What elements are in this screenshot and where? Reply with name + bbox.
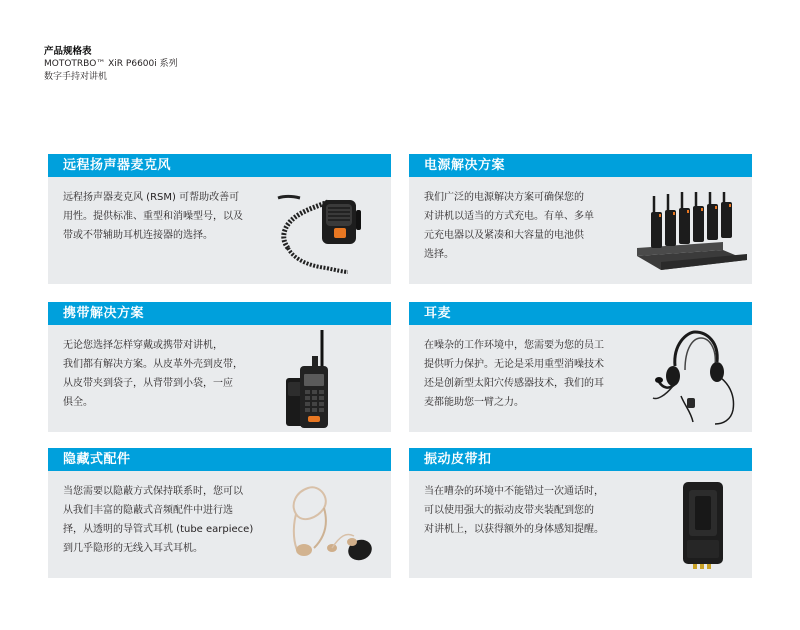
description-line: 提供听力保护。无论是采用重型消噪技术 (424, 359, 604, 370)
panel-header-bar (409, 302, 752, 325)
panel-description (63, 188, 243, 245)
description-line: 择，从透明的导管式耳机 (tube earpiece) (63, 524, 254, 535)
product-series-label: MOTOTRBO™ XiR P6600i 系列 (44, 59, 178, 69)
remote-speaker-microphone-image (270, 188, 390, 278)
description-line: 还是创新型太阳穴传感器技术，我们的耳 (424, 378, 604, 389)
panel-title: 携带解决方案 (63, 306, 145, 321)
description-line: 带或不带辅助耳机连接器的选择。 (63, 230, 213, 241)
panel-description (424, 188, 594, 264)
panel-remote-speaker-microphone (48, 154, 391, 284)
description-line: 对讲机上，以获得额外的身体感知提醒。 (424, 524, 604, 535)
panel-description (424, 336, 604, 412)
description-line: 当在嘈杂的环境中不能错过一次通话时， (424, 486, 604, 497)
description-line: 从我们丰富的隐蔽式音频配件中进行选 (63, 505, 233, 516)
panel-title: 电源解决方案 (424, 158, 506, 173)
panel-header-bar (48, 154, 391, 177)
description-line: 我们广泛的电源解决方案可确保您的 (424, 192, 584, 203)
panel-description (424, 482, 604, 539)
product-category-label: 数字手持对讲机 (44, 72, 108, 82)
covert-earpiece-image (274, 478, 390, 574)
description-line: 对讲机以适当的方式充电。有单、多单 (424, 211, 594, 222)
radio-with-holster-image (278, 326, 348, 430)
multi-unit-charger-image (631, 190, 751, 276)
headset-image (635, 326, 745, 430)
description-line: 无论您选择怎样穿戴或携带对讲机， (63, 340, 223, 351)
panel-vibrating-belt-clip (409, 448, 752, 578)
description-line: 远程扬声器麦克风 (RSM) 可帮助改善可 (63, 192, 240, 203)
panel-description (63, 336, 243, 412)
panel-title: 振动皮带扣 (424, 452, 492, 467)
panel-header-bar (409, 154, 752, 177)
panel-description (63, 482, 253, 558)
panel-title: 耳麦 (424, 306, 452, 321)
description-line: 到几乎隐形的无线入耳式耳机。 (63, 543, 203, 554)
description-line: 麦都能助您一臂之力。 (424, 397, 524, 408)
description-line: 俱全。 (63, 397, 93, 408)
description-line: 在噪杂的工作环境中，您需要为您的员工 (424, 340, 604, 351)
panel-covert-accessories (48, 448, 391, 578)
description-line: 元充电器以及紧凑和大容量的电池供 (424, 230, 584, 241)
description-line: 选择。 (424, 249, 454, 260)
description-line: 用性。提供标准、重型和消噪型号，以及 (63, 211, 243, 222)
panel-power-solutions (409, 154, 752, 284)
document-header (44, 45, 178, 84)
vibrating-belt-clip-image (673, 476, 733, 576)
description-line: 当您需要以隐蔽方式保持联系时，您可以 (63, 486, 243, 497)
panel-title: 隐藏式配件 (63, 452, 131, 467)
description-line: 我们都有解决方案。从皮革外壳到皮带， (63, 359, 243, 370)
panel-headset (409, 302, 752, 432)
doc-type-label: 产品规格表 (44, 46, 92, 57)
panel-title: 远程扬声器麦克风 (63, 158, 172, 173)
panel-header-bar (48, 302, 391, 325)
description-line: 可以使用强大的振动皮带夹装配到您的 (424, 505, 594, 516)
panel-header-bar (409, 448, 752, 471)
panel-header-bar (48, 448, 391, 471)
panel-carry-solutions (48, 302, 391, 432)
description-line: 从皮带夹到袋子，从背带到小袋，一应 (63, 378, 233, 389)
